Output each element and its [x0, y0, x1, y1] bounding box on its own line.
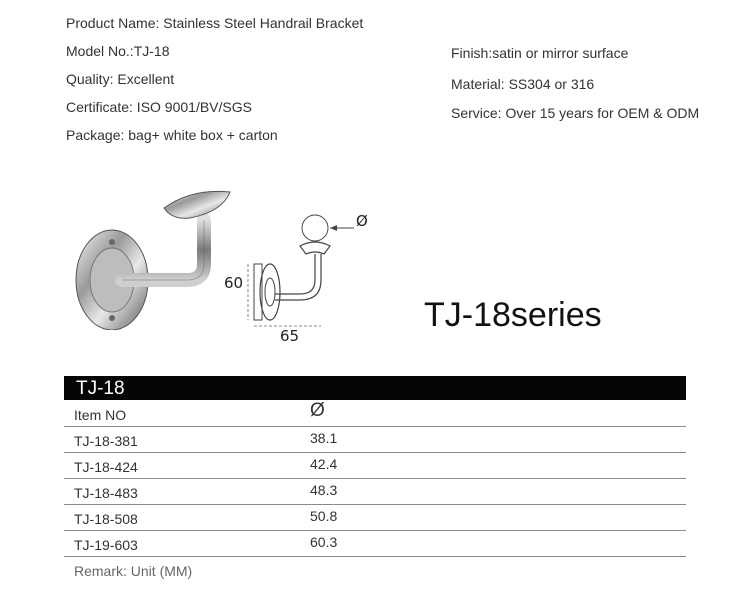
- service-text: Service: Over 15 years for OEM & ODM: [451, 105, 700, 121]
- quality-text: Quality: Excellent: [66, 71, 175, 87]
- diameter-cell: 42.4: [310, 456, 338, 472]
- certificate-text: Certificate: ISO 9001/BV/SGS: [66, 99, 252, 115]
- model-no-text: Model No.:TJ-18: [66, 43, 170, 59]
- table-title-bar: [64, 376, 686, 400]
- table-title: TJ-18: [76, 378, 125, 399]
- product-name-text: Product Name: Stainless Steel Handrail Bracket: [66, 15, 364, 31]
- diameter-cell: 60.3: [310, 534, 338, 550]
- table-row: [64, 478, 686, 505]
- column-item-no: Item NO: [74, 407, 127, 423]
- depth-dimension: 65: [280, 327, 300, 345]
- item-no-cell: TJ-18-483: [74, 485, 138, 501]
- finish-text: Finish:satin or mirror surface: [451, 45, 629, 61]
- diameter-cell: 50.8: [310, 508, 338, 524]
- diameter-label: Ø: [356, 212, 368, 230]
- dimension-drawing: [220, 198, 390, 348]
- table-row: [64, 452, 686, 479]
- table-header-row: [64, 400, 686, 427]
- package-text: Package: bag+ white box + carton: [66, 127, 278, 143]
- table-row: [64, 530, 686, 557]
- material-text: Material: SS304 or 316: [451, 76, 595, 92]
- handrail-bracket-photo: [72, 180, 232, 330]
- height-dimension: 60: [224, 274, 244, 292]
- item-no-cell: TJ-18-381: [74, 433, 138, 449]
- diameter-cell: 48.3: [310, 482, 338, 498]
- column-diameter: Ø: [310, 400, 325, 421]
- table-row: [64, 426, 686, 453]
- diameter-cell: 38.1: [310, 430, 338, 446]
- item-no-cell: TJ-18-508: [74, 511, 138, 527]
- remark-text: Remark: Unit (MM): [74, 563, 193, 579]
- table-row: [64, 504, 686, 531]
- series-title: TJ-18series: [424, 296, 602, 334]
- item-no-cell: TJ-19-603: [74, 537, 138, 553]
- item-no-cell: TJ-18-424: [74, 459, 138, 475]
